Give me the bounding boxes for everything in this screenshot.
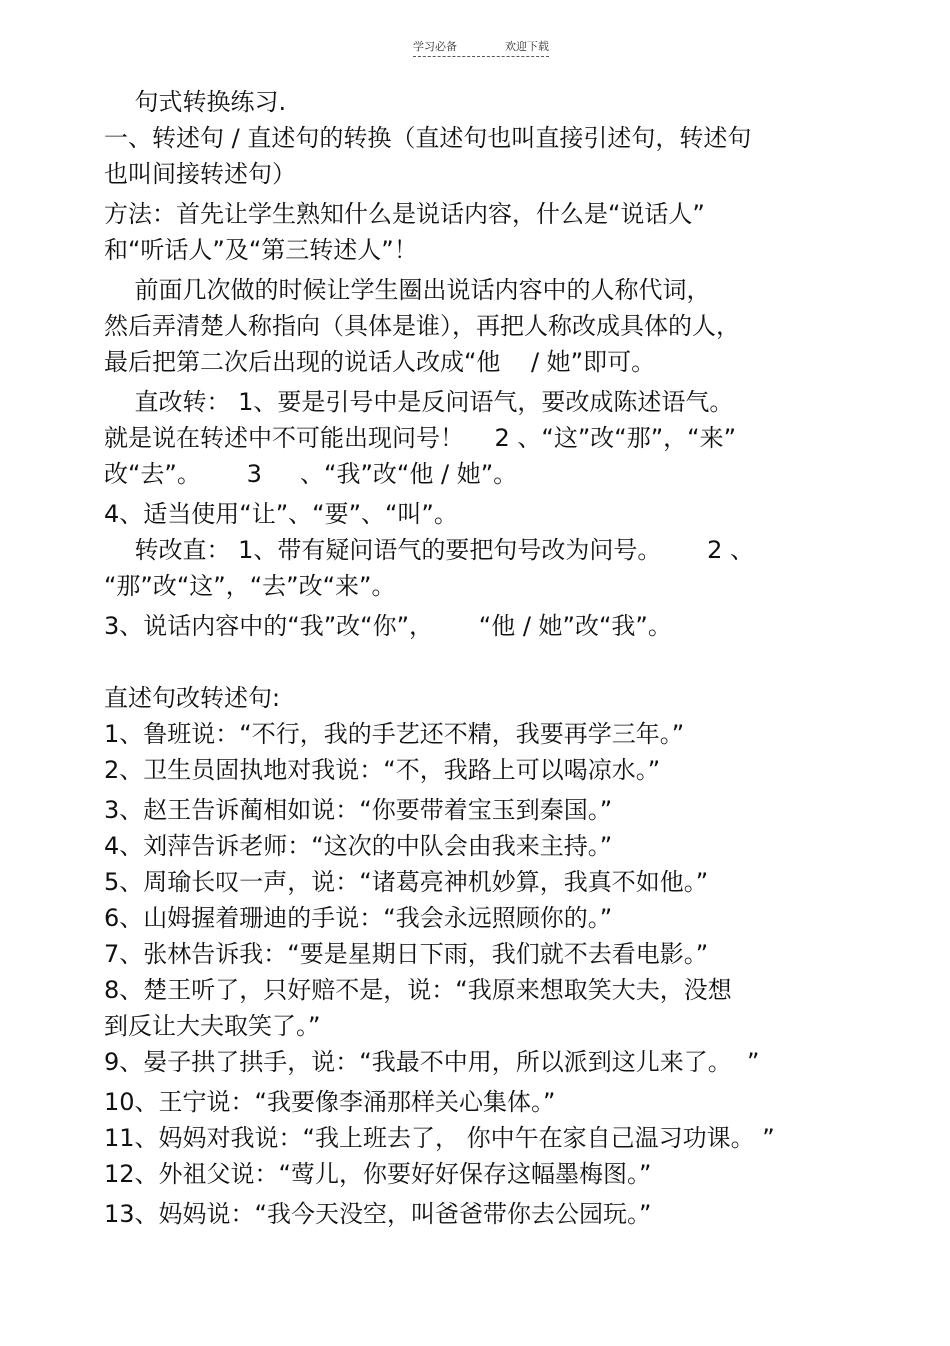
text-line: 5、周瑜长叹一声，说：“诸葛亮神机妙算，我真不如他。”	[104, 868, 709, 896]
text-line: 4、刘萍告诉老师：“这次的中队会由我来主持。”	[104, 832, 613, 860]
text-line: 一、转述句 / 直述句的转换（直述句也叫直接引述句，转述句	[104, 124, 752, 152]
text-line: 也叫间接转述句）	[104, 160, 296, 188]
text-line: 9、晏子拱了拱手，说：“我最不中用，所以派到这儿来了。 ”	[104, 1048, 760, 1076]
text-line: 最后把第二次后出现的说话人改成“他 / 她”即可。	[104, 348, 656, 376]
text-line: 12、外祖父说：“莺儿，你要好好保存这幅墨梅图。”	[104, 1160, 652, 1188]
text-line: 直改转： 1、要是引号中是反问语气，要改成陈述语气。	[104, 388, 734, 416]
text-line: 4、适当使用“让”、“要”、“叫”。	[104, 500, 458, 528]
text-line: “那”改“这”，“去”改“来”。	[104, 572, 396, 600]
text-line: 11、妈妈对我说：“我上班去了， 你中午在家自己温习功课。 ”	[104, 1124, 775, 1152]
header-left-text: 学习必备	[413, 40, 457, 53]
text-line: 10、王宁说：“我要像李涌那样关心集体。”	[104, 1088, 556, 1116]
text-line: 前面几次做的时候让学生圈出说话内容中的人称代词，	[104, 276, 711, 304]
text-line: 直述句改转述句:	[104, 684, 281, 712]
page-header	[413, 38, 549, 57]
text-line: 2、卫生员固执地对我说：“不，我路上可以喝凉水。”	[104, 756, 661, 784]
text-line: 和“听话人”及“第三转述人”！	[104, 236, 418, 264]
text-line: 8、楚王听了，只好赔不是，说：“我原来想取笑大夫，没想	[104, 976, 732, 1004]
text-line: 3、说话内容中的“我”改“你”， “他 / 她”改“我”。	[104, 612, 672, 640]
text-line: 到反让大夫取笑了。”	[104, 1012, 321, 1040]
text-line: 6、山姆握着珊迪的手说：“我会永远照顾你的。”	[104, 904, 613, 932]
text-line: 1、鲁班说：“不行，我的手艺还不精，我要再学三年。”	[104, 720, 685, 748]
text-line: 改“去”。 3 、“我”改“他 / 她”。	[104, 460, 518, 488]
text-line: 3、赵王告诉蔺相如说：“你要带着宝玉到秦国。”	[104, 796, 613, 824]
text-line: 13、妈妈说：“我今天没空，叫爸爸带你去公园玩。”	[104, 1200, 652, 1228]
text-line: 然后弄清楚人称指向（具体是谁），再把人称改成具体的人，	[104, 312, 740, 340]
text-line: 句式转换练习.	[104, 88, 287, 116]
header-right-text: 欢迎下载	[505, 40, 549, 53]
text-line: 7、张林告诉我：“要是星期日下雨，我们就不去看电影。”	[104, 940, 709, 968]
text-line: 方法：首先让学生熟知什么是说话内容，什么是“说话人”	[104, 200, 705, 228]
text-line: 转改直： 1、带有疑问语气的要把句号改为问号。 2 、	[104, 536, 755, 564]
text-line: 就是说在转述中不可能出现问号！ 2 、“这”改“那”，“来”	[104, 424, 737, 452]
